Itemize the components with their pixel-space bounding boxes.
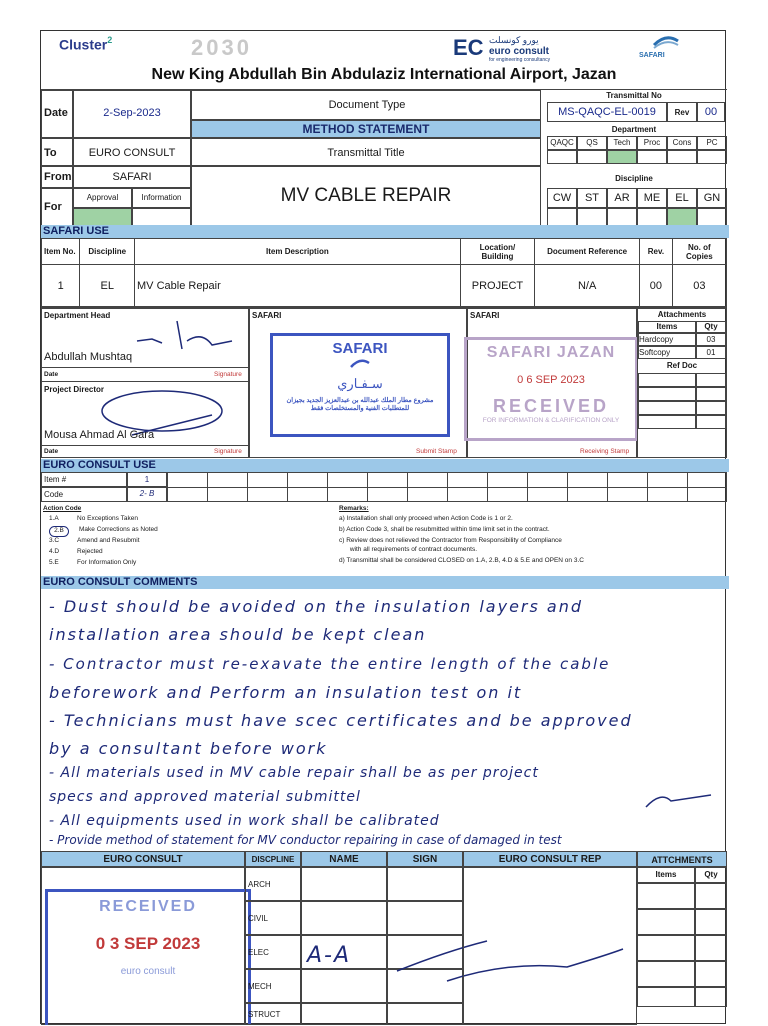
discipline-elec: ELEC xyxy=(245,935,301,969)
col-item-no: Item No. xyxy=(42,239,80,265)
code-2b-text: Make Corrections as Noted xyxy=(79,526,158,533)
code-label: Code xyxy=(44,490,64,499)
col-item-description: Item Description xyxy=(135,239,461,265)
cell-description: MV Cable Repair xyxy=(135,265,461,307)
code-value: 2- B xyxy=(139,489,155,498)
submit-stamp-label: Submit Stamp xyxy=(416,448,457,455)
vision-2030-logo: 2030 xyxy=(191,35,252,60)
receiving-stamp-label: Receiving Stamp xyxy=(580,448,630,455)
dh-signature-label: Signature xyxy=(214,371,242,378)
cell-doc-reference: N/A xyxy=(535,265,640,307)
cell-rev: 00 xyxy=(640,265,673,307)
project-director-label: Project Director xyxy=(44,385,105,394)
disc-st[interactable]: ST xyxy=(577,188,607,208)
ec-logo-tag: for engineering consultancy xyxy=(489,57,551,63)
att-qty-label: Qty xyxy=(696,321,726,333)
safari-submit-stamp xyxy=(270,333,450,437)
elec-name-signature: A-A xyxy=(307,943,352,968)
dept-pc[interactable]: PC xyxy=(697,136,727,150)
discipline-row xyxy=(547,188,727,208)
remark-b: b) Action Code 3, shall be resubmitted within time limit set in the contract. xyxy=(339,526,550,533)
discipline-label: Discipline xyxy=(615,174,653,183)
col-doc-reference: Document Reference xyxy=(535,239,640,265)
to-value: EURO CONSULT xyxy=(88,147,176,159)
footer-rep: EURO CONSULT REP xyxy=(463,851,637,867)
att-refdoc-label: Ref Doc xyxy=(666,361,698,370)
date-label: Date xyxy=(44,107,68,119)
code-5e-text: For Information Only xyxy=(77,559,137,566)
project-director-name: Mousa Ahmad Al Gara xyxy=(44,429,155,441)
code-1a-text: No Exceptions Taken xyxy=(77,515,138,522)
disc-ar[interactable]: AR xyxy=(607,188,637,208)
dept-qaqc[interactable]: QAQC xyxy=(547,136,577,150)
transmittal-no-value: MS-QAQC-EL-0019 xyxy=(558,106,656,118)
comment-line-1: - Dust should be avoided on the insulation layers and xyxy=(49,597,584,616)
doc-type-label: Document Type xyxy=(328,99,406,111)
footer-stamp-ec: euro consult xyxy=(120,966,176,977)
comment-line-8: specs and approved material submittel xyxy=(49,789,361,805)
stamp2-date: 0 6 SEP 2023 xyxy=(517,374,585,386)
footer-items-label: Items xyxy=(637,867,695,883)
euro-code-grid xyxy=(41,472,727,502)
dept-tech-check[interactable] xyxy=(607,150,637,164)
disc-cw[interactable]: CW xyxy=(547,188,577,208)
stamp2-title: SAFARI JAZAN xyxy=(486,344,616,361)
comments-header: EURO CONSULT COMMENTS xyxy=(41,576,729,589)
doc-type-value: METHOD STATEMENT xyxy=(191,120,541,138)
for-label: For xyxy=(44,201,62,213)
page-title: New King Abdullah Bin Abdulaziz International Airport, Jazan xyxy=(151,66,617,83)
dept-proc[interactable]: Proc xyxy=(637,136,667,150)
cell-location: PROJECT xyxy=(460,265,534,307)
pd-signature-label: Signature xyxy=(214,448,242,455)
safari-use-header: SAFARI USE xyxy=(41,225,729,238)
remarks-label: Remarks: xyxy=(339,505,369,512)
information-checkbox[interactable] xyxy=(132,208,191,226)
comment-line-4: beforework and Perform an insulation test on it xyxy=(49,683,523,702)
transmittal-sheet xyxy=(40,30,726,1024)
footer-attachments: ATTCHMENTS xyxy=(637,851,727,867)
ec-logo-arabic: يورو كونسلت xyxy=(489,35,539,45)
cluster-logo xyxy=(59,35,209,63)
comment-line-2: installation area should be kept clean xyxy=(49,625,427,644)
stamp1-name: SAFARI xyxy=(332,340,388,357)
attachments-label: Attachments xyxy=(657,310,707,319)
code-grid-empty-cells xyxy=(167,472,727,502)
cell-item-no: 1 xyxy=(42,265,80,307)
footer-sign: SIGN xyxy=(387,851,463,867)
department-head-signature xyxy=(132,311,242,351)
ec-logo-name: euro consult xyxy=(489,46,550,57)
pd-date-label: Date xyxy=(44,448,59,455)
transmittal-no-label: Transmittal No xyxy=(606,91,662,100)
cluster-logo-text: Cluster xyxy=(59,36,108,53)
comment-line-6: by a consultant before work xyxy=(49,739,328,758)
disc-me[interactable]: ME xyxy=(637,188,667,208)
meta-block xyxy=(41,89,727,226)
remark-c2: with all requirements of contract documents. xyxy=(339,546,478,553)
attachments-panel xyxy=(637,308,727,458)
from-label: From xyxy=(44,171,72,183)
safari-swirl-icon xyxy=(651,35,681,51)
footer-name: NAME xyxy=(301,851,387,867)
footer-stamp-received: RECEIVED xyxy=(99,898,197,915)
footer-euro-consult: EURO CONSULT xyxy=(41,851,245,867)
ec-mark-icon: EC xyxy=(453,35,484,60)
remark-d: d) Transmittal shall be considered CLOSED on 1.A, 2.B, 4.D & 5.E and OPEN on 3.C xyxy=(339,557,584,564)
code-1a: 1.A xyxy=(49,515,59,522)
col-copies: No. of Copies xyxy=(672,239,726,265)
comments-area xyxy=(41,589,727,852)
comment-line-5: - Technicians must have scec certificates and be approved xyxy=(49,711,633,730)
comment-line-7: - All materials used in MV cable repair shall be as per project xyxy=(49,765,539,781)
action-codes-block xyxy=(41,503,727,575)
dh-date-label: Date xyxy=(44,371,59,378)
code-3c: 3.C xyxy=(49,537,60,544)
comment-line-3: - Contractor must re-exavate the entire length of the cable xyxy=(49,655,611,673)
footer-discipline: DISCPLINE xyxy=(245,851,301,867)
item-number-label: Item # xyxy=(44,475,67,484)
euro-use-header: EURO CONSULT USE xyxy=(41,459,729,472)
footer-qty-label: Qty xyxy=(695,867,727,883)
approval-checkbox[interactable] xyxy=(73,208,132,226)
safari-receive-label: SAFARI xyxy=(470,311,500,320)
att-items-label: Items xyxy=(638,321,696,333)
table-header-row xyxy=(42,239,727,265)
comment-line-10: - Provide method of statement for MV conductor repairing in case of damaged in test xyxy=(49,833,562,847)
approval-label: Approval xyxy=(86,193,119,202)
discipline-civil: CIVIL xyxy=(245,901,301,935)
signature-block xyxy=(41,307,727,458)
disc-el[interactable]: EL xyxy=(667,188,697,208)
stamp1-arabic-line2: للمتطلبات الفنية والمستخلصات فقط xyxy=(310,405,410,412)
stamp2-received: RECEIVED xyxy=(492,396,610,416)
date-value: 2-Sep-2023 xyxy=(103,107,161,119)
action-code-list xyxy=(49,515,329,570)
att-softcopy-label: Softcopy xyxy=(638,346,696,359)
att-softcopy-qty: 01 xyxy=(696,346,726,359)
stamp2-small: FOR INFORMATION & CLARIFICATION ONLY xyxy=(482,417,620,424)
department-row xyxy=(547,136,727,150)
information-label: Information xyxy=(141,193,182,202)
table-row xyxy=(42,265,727,307)
cell-discipline: EL xyxy=(80,265,135,307)
footer-stamp-date: 0 3 SEP 2023 xyxy=(95,934,201,953)
cluster-logo-sup: 2 xyxy=(107,35,113,45)
safari-logo xyxy=(629,35,709,65)
dept-tech[interactable]: Tech xyxy=(607,136,637,150)
safari-items-table xyxy=(41,238,727,307)
stamp1-arabic-line1: مشروع مطار الملك عبدالله بن عبدالعزيز الجديد بجيزان xyxy=(286,397,434,404)
department-head-name: Abdullah Mushtaq xyxy=(44,351,133,363)
att-hardcopy-label: Hardcopy xyxy=(638,333,696,346)
col-rev: Rev. xyxy=(640,239,673,265)
transmittal-title-value: MV CABLE REPAIR xyxy=(280,185,452,206)
discipline-struct: STRUCT xyxy=(245,1003,301,1025)
safari-receiving-stamp xyxy=(464,337,638,441)
item-number-value: 1 xyxy=(144,475,150,484)
code-3c-text: Amend and Resubmit xyxy=(77,537,140,544)
department-head-label: Department Head xyxy=(44,311,111,320)
department-label: Department xyxy=(611,125,657,134)
cell-copies: 03 xyxy=(672,265,726,307)
euro-consult-logo xyxy=(453,35,593,65)
safari-logo-text: SAFARI xyxy=(639,52,665,59)
rev-value: 00 xyxy=(704,106,718,118)
euro-received-stamp xyxy=(45,889,251,1025)
from-value: SAFARI xyxy=(112,171,152,183)
dept-qs[interactable]: QS xyxy=(577,136,607,150)
comment-line-9: - All equipments used in work shall be calibrated xyxy=(49,813,440,829)
remarks-list xyxy=(339,515,727,568)
col-discipline: Discipline xyxy=(80,239,135,265)
transmittal-title-label: Transmittal Title xyxy=(327,147,405,159)
stamp1-swirl-icon xyxy=(349,357,371,371)
remark-a: a) Installation shall only proceed when Action Code is 1 or 2. xyxy=(339,515,513,522)
col-location: Location/ Building xyxy=(460,239,534,265)
att-hardcopy-qty: 03 xyxy=(696,333,726,346)
stamp1-arabic-name: سـفـاري xyxy=(337,376,383,391)
rev-label: Rev xyxy=(674,108,690,117)
code-4d-text: Rejected xyxy=(77,548,103,555)
footer-table xyxy=(41,851,727,1025)
code-4d: 4.D xyxy=(49,548,60,555)
disc-gn[interactable]: GN xyxy=(697,188,727,208)
code-2b: 2.B xyxy=(49,526,69,537)
remark-c: c) Review does not relieved the Contractor from Responsibility of Compliance xyxy=(339,537,562,544)
discipline-mech: MECH xyxy=(245,969,301,1003)
comments-initials-signature xyxy=(641,789,721,813)
action-code-label: Action Code xyxy=(43,505,82,512)
safari-submit-label: SAFARI xyxy=(252,311,282,320)
footer-discipline-column xyxy=(245,867,301,1025)
disc-el-check[interactable] xyxy=(667,208,697,226)
discipline-arch: ARCH xyxy=(245,867,301,901)
to-label: To xyxy=(44,147,57,159)
code-5e: 5.E xyxy=(49,559,59,566)
dept-cons[interactable]: Cons xyxy=(667,136,697,150)
